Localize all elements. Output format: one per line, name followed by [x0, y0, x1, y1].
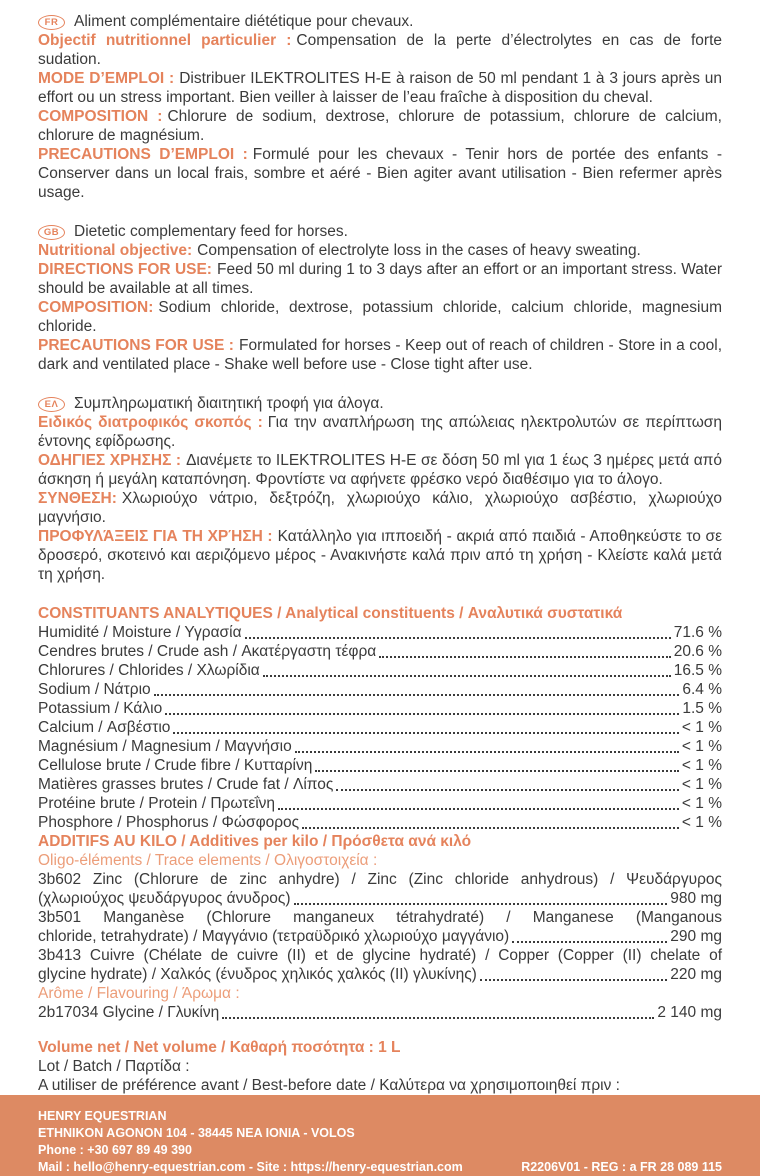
dot-leader [154, 694, 680, 696]
gb-language-badge [38, 225, 65, 240]
dot-leader [512, 941, 667, 943]
fr-paragraph-composition [38, 107, 722, 145]
constituent-value: 1.5 % [682, 700, 722, 717]
constituent-row-magnesium [38, 737, 722, 756]
footer-bottom-row [38, 1159, 722, 1176]
gb-paragraph-directions [38, 260, 722, 298]
gb-paragraph-precautions [38, 336, 722, 374]
dot-leader [278, 808, 679, 810]
el-directions-body: Διανέμετε το ILEKTROLITES H-E σε δόση 50 ml για 1 έως 3 ημέρες μετά από άσκηση ή μεγάλη καταπόνηση. Φροντίστε να αφήνετε φρέσκο νερό διαθέσιμο για το άλογο. [38, 452, 722, 488]
gb-intro-text: Dietetic complementary feed for horses. [74, 223, 348, 240]
section-greek [38, 394, 722, 584]
section-analytical-constituents [38, 604, 722, 832]
additive-item-glycine [38, 1003, 722, 1022]
dot-leader [245, 637, 671, 639]
dot-leader [302, 827, 679, 829]
additive-item-manganese [38, 908, 722, 946]
constituents-title: CONSTITUANTS ANALYTIQUES / Analytical constituents / Αναλυτικά συστατικά [38, 605, 623, 622]
fr-intro-line [38, 12, 722, 31]
constituent-label: Calcium / Ασβέστιο [38, 719, 171, 736]
constituent-label: Chlorures / Chlorides / Χλωρίδια [38, 662, 260, 679]
el-paragraph-precautions [38, 527, 722, 584]
fr-objective-body: Compensation de la perte d’électrolytes en cas de forte sudation. [38, 32, 723, 68]
gb-paragraph-composition [38, 298, 722, 336]
fr-objective-heading: Objectif nutritionnel particulier : [38, 32, 292, 49]
gb-directions-body: Feed 50 ml during 1 to 3 days after an effort or an important stress. Water should be available at all times. [38, 261, 723, 297]
additive-value-line [38, 927, 722, 946]
additive-value: 290 mg [670, 928, 722, 945]
additive-label: (χλωριούχος ψευδάργυρος άνυδρος) [38, 890, 291, 907]
constituent-value: < 1 % [681, 738, 722, 755]
section-additives [38, 832, 722, 1022]
constituent-row-crude-fibre [38, 756, 722, 775]
constituent-row-sodium [38, 680, 722, 699]
additive-item-copper [38, 946, 722, 984]
constituent-row-protein [38, 794, 722, 813]
flavouring-label: Arôme / Flavouring / Άρωμα : [38, 985, 240, 1002]
constituent-label: Potassium / Κάλιο [38, 700, 163, 717]
dot-leader [222, 1017, 654, 1019]
lot-batch-line: Lot / Batch / Παρτίδα : [38, 1058, 190, 1075]
el-paragraph-composition [38, 489, 722, 527]
fr-precautions-body: Formulé pour les chevaux - Tenir hors de portée des enfants - Conserver dans un local frais, sombre et aéré - Bien agiter avant utilisation - Bien refermer après usage. [38, 146, 722, 201]
el-paragraph-objective [38, 413, 722, 451]
gb-paragraph-objective [38, 241, 722, 260]
gb-objective-heading: Nutritional objective: [38, 242, 193, 259]
additive-value: 220 mg [670, 966, 722, 983]
additive-label: 2b17034 Glycine / Γλυκίνη [38, 1004, 220, 1021]
el-objective-body: Για την αναπλήρωση της απώλειας ηλεκτρολυτών σε περίπτωση έντονης εφίδρωσης. [38, 414, 722, 450]
constituent-value: 71.6 % [673, 624, 722, 641]
additive-value-line [38, 889, 722, 908]
constituent-value: < 1 % [681, 776, 722, 793]
section-french [38, 12, 722, 202]
additive-value-line [38, 965, 722, 984]
dot-leader [263, 675, 671, 677]
dot-leader [379, 656, 671, 658]
additive-item-zinc [38, 870, 722, 908]
dot-leader [315, 770, 679, 772]
section-english [38, 222, 722, 374]
constituent-label: Cendres brutes / Crude ash / Ακατέργαστη τέφρα [38, 643, 377, 660]
el-directions-heading: ΟΔΗΓΙΕΣ ΧΡΗΣΗΣ : [38, 452, 182, 469]
net-volume-title: Volume net / Net volume / Καθαρή ποσότητα : 1 L [38, 1039, 401, 1056]
el-language-badge [38, 397, 65, 412]
constituent-label: Sodium / Νάτριο [38, 681, 151, 698]
additive-value: 980 mg [670, 890, 722, 907]
constituent-row-phosphorus [38, 813, 722, 832]
gb-precautions-heading: PRECAUTIONS FOR USE : [38, 337, 234, 354]
constituent-label: Phosphore / Phosphorus / Φώσφορος [38, 814, 300, 831]
company-phone: Phone : +30 697 89 49 390 [38, 1143, 192, 1157]
el-intro-line [38, 394, 722, 413]
fr-language-badge [38, 15, 65, 30]
dot-leader [294, 903, 668, 905]
constituent-value: 20.6 % [673, 643, 722, 660]
constituent-label: Matières grasses brutes / Crude fat / Λίπος [38, 776, 334, 793]
constituent-value: < 1 % [681, 757, 722, 774]
additive-text-line: 3b413 Cuivre (Chélate de cuivre (II) et de glycine hydraté) / Copper (Copper (II) chelate of [38, 947, 722, 964]
dot-leader [295, 751, 679, 753]
additive-label: chloride, tetrahydrate) / Μαγγάνιο (τετραϋδρικό χλωριούχο μαγγάνιο) [38, 928, 510, 945]
constituent-row-chlorides [38, 661, 722, 680]
dot-leader [165, 713, 679, 715]
additive-label: glycine hydrate) / Χαλκός (ένυδρος χηλικός χαλκός (II) γλυκίνης) [38, 966, 477, 983]
gb-precautions-body: Formulated for horses - Keep out of reach of children - Store in a cool, dark and ventilated place - Shake well before use - Close tight after use. [38, 337, 723, 373]
gb-composition-body: Sodium chloride, dextrose, potassium chloride, calcium chloride, magnesium chloride. [38, 299, 722, 335]
constituent-label: Protéine brute / Protein / Πρωτεΐνη [38, 795, 276, 812]
fr-badge-label: FR [44, 16, 59, 28]
section-volume [38, 1038, 722, 1095]
constituent-value: < 1 % [681, 719, 722, 736]
additive-text-line: 3b602 Zinc (Chlorure de zinc anhydre) / Zinc (Zinc chloride anhydrous) / Ψευδάργυρος [38, 871, 722, 888]
el-paragraph-directions [38, 451, 722, 489]
gb-directions-heading: DIRECTIONS FOR USE: [38, 261, 212, 278]
constituent-row-crude-fat [38, 775, 722, 794]
company-mail-site: Mail : hello@henry-equestrian.com - Site : https://henry-equestrian.com [38, 1160, 463, 1174]
company-address: ETHNIKON AGONON 104 - 38445 NEA IONIA - VOLOS [38, 1126, 355, 1140]
constituent-value: < 1 % [681, 795, 722, 812]
fr-paragraph-directions [38, 69, 722, 107]
gb-composition-heading: COMPOSITION: [38, 299, 154, 316]
gb-intro-line [38, 222, 722, 241]
fr-paragraph-precautions [38, 145, 722, 202]
gb-badge-label: GB [43, 226, 60, 238]
constituent-row-moisture [38, 623, 722, 642]
footer-band [0, 1095, 760, 1176]
fr-composition-heading: COMPOSITION : [38, 108, 163, 125]
constituent-value: 16.5 % [673, 662, 722, 679]
constituent-value: < 1 % [681, 814, 722, 831]
constituent-label: Humidité / Moisture / Υγρασία [38, 624, 242, 641]
el-precautions-body: Κατάλληλο για ιπποειδή - ακριά από παιδιά - Αποθηκεύστε το σε δροσερό, σκοτεινό και αεριζόμενο μέρος - Ανακινήστε καλά πριν από τη χρήση - Κλείστε καλά μετά τη χρήση. [38, 528, 722, 583]
el-intro-text: Συμπληρωματική διαιτητική τροφή για άλογα. [74, 395, 384, 412]
fr-paragraph-objective [38, 31, 722, 69]
constituent-label: Magnésium / Magnesium / Μαγνήσιο [38, 738, 292, 755]
constituent-row-potassium [38, 699, 722, 718]
fr-directions-body: Distribuer ILEKTROLITES H-E à raison de 50 ml pendant 1 à 3 jours après un effort ou un stress important. Bien veiller à laisser de l’eau fraîche à disposition du cheval. [38, 70, 722, 106]
constituent-row-calcium [38, 718, 722, 737]
dot-leader [480, 979, 667, 981]
company-name: HENRY EQUESTRIAN [38, 1109, 167, 1123]
additive-value: 2 140 mg [657, 1004, 722, 1021]
el-objective-heading: Ειδικός διατροφικός σκοπός : [38, 414, 263, 431]
best-before-line: A utiliser de préférence avant / Best-before date / Καλύτερα να χρησιμοποιηθεί πριν : [38, 1077, 620, 1094]
fr-precautions-heading: PRECAUTIONS D’EMPLOI : [38, 146, 248, 163]
gb-objective-body: Compensation of electrolyte loss in the cases of heavy sweating. [197, 242, 641, 259]
constituent-label: Cellulose brute / Crude fibre / Κυτταρίνη [38, 757, 313, 774]
trace-elements-label: Oligo-éléments / Trace elements / Ολιγοστοιχεία : [38, 852, 378, 869]
additive-text-line: 3b501 Manganèse (Chlorure manganeux tétrahydraté) / Manganese (Manganous [38, 909, 722, 926]
fr-directions-heading: MODE D’EMPLOI : [38, 70, 175, 87]
el-precautions-heading: ΠΡΟΦΥΛΆΞΕΙΣ ΓΙΑ ΤΗ ΧΡΉΣΗ : [38, 528, 273, 545]
fr-composition-body: Chlorure de sodium, dextrose, chlorure de potassium, chlorure de calcium, chlorure de magnésium. [38, 108, 722, 144]
additives-title: ADDITIFS AU KILO / Additives per kilo / Πρόσθετα ανά κιλό [38, 833, 472, 850]
fr-intro-text: Aliment complémentaire diététique pour chevaux. [74, 13, 414, 30]
el-composition-body: Χλωριούχο νάτριο, δεξτρόζη, χλωριούχο κάλιο, χλωριούχο ασβέστιο, χλωριούχο μαγνήσιο. [38, 490, 722, 526]
el-badge-label: ΕΛ [44, 398, 59, 410]
dot-leader [336, 789, 679, 791]
registration-number: R2206V01 - REG : a FR 28 089 115 [521, 1160, 722, 1174]
constituent-row-crude-ash [38, 642, 722, 661]
el-composition-heading: ΣΥΝΘΕΣΗ: [38, 490, 117, 507]
constituent-value: 6.4 % [682, 681, 722, 698]
dot-leader [173, 732, 679, 734]
